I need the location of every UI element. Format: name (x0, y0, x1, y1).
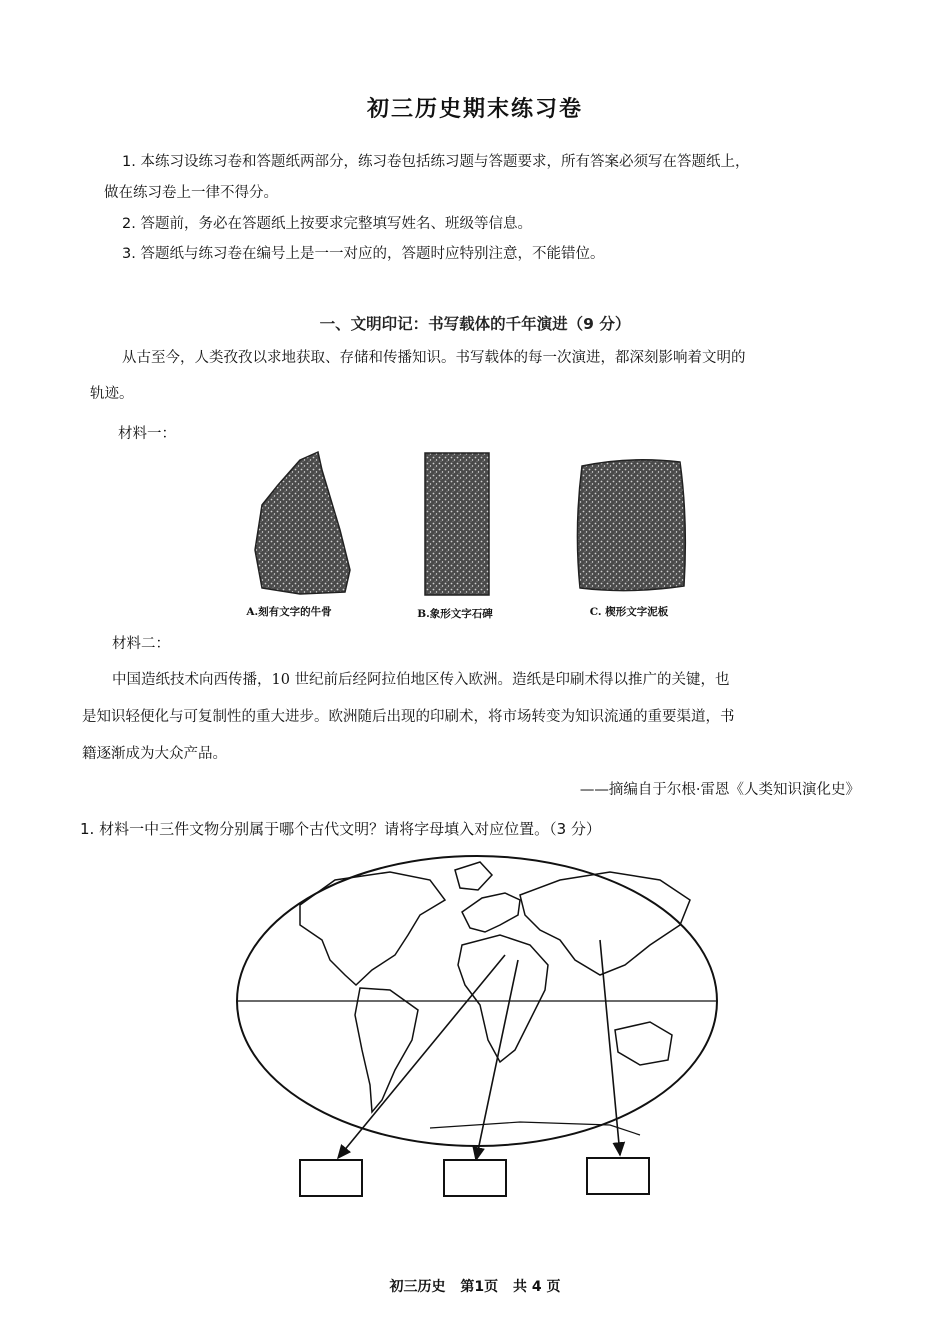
answer-box-3[interactable] (587, 1158, 649, 1194)
answer-box-2[interactable] (444, 1160, 506, 1196)
material-2-label: 材料二： (112, 636, 170, 652)
material-2-line-3: 籍逐渐成为大众产品。 (82, 746, 227, 762)
answer-box-1[interactable] (300, 1160, 362, 1196)
section-intro-line-1: 从古至今，人类孜孜以求地获取、存储和传播知识。书写载体的每一次演进，都深刻影响着文明的 (122, 350, 746, 366)
material-2-source: ——摘编自于尔根·雷恩《人类知识演化史》 (579, 782, 860, 798)
page-footer (0, 1276, 950, 1296)
material-2-line-2: 是知识轻便化与可复制性的重大进步。欧洲随后出现的印刷术，将市场转变为知识流通的重要渠道，书 (82, 709, 735, 725)
map-arrows (338, 940, 620, 1160)
artifact-caption-c: C. 楔形文字泥板 (589, 606, 669, 618)
instruction-1: 1. 本练习设练习卷和答题纸两部分，练习卷包括练习题与答题要求，所有答案必须写在答题纸上， (122, 154, 750, 170)
world-map (237, 856, 717, 1146)
page-title: 初三历史期末练习卷 (366, 96, 583, 122)
instruction-2: 2. 答题前，务必在答题纸上按要求完整填写姓名、班级等信息。 (122, 216, 532, 232)
question-1: 1. 材料一中三件文物分别属于哪个古代文明？请将字母填入对应位置。（3 分） (80, 820, 601, 838)
clay-tablet-image (577, 460, 685, 591)
instruction-3: 3. 答题纸与练习卷在编号上是一一对应的，答题时应特别注意，不能错位。 (122, 246, 605, 262)
footer-total-pages: 共 4 页 (513, 1279, 561, 1295)
artifact-caption-b: B.象形文字石碑 (417, 608, 493, 620)
material-2-line-1: 中国造纸技术向西传播，10 世纪前后经阿拉伯地区传入欧洲。造纸是印刷术得以推广的关键，也 (112, 672, 730, 688)
material-1-label: 材料一： (118, 426, 176, 442)
instruction-1-continued: 做在练习卷上一律不得分。 (104, 185, 278, 201)
stele-image (425, 453, 489, 595)
footer-subject: 初三历史 (389, 1279, 446, 1295)
artifact-caption-a: A.刻有文字的牛骨 (246, 606, 332, 618)
footer-page-number: 第1页 (460, 1279, 499, 1295)
oracle-bone-image (255, 452, 350, 594)
section-intro-line-2: 轨迹。 (90, 386, 134, 402)
section-heading: 一、文明印记：书写载体的千年演进（9 分） (319, 315, 631, 333)
